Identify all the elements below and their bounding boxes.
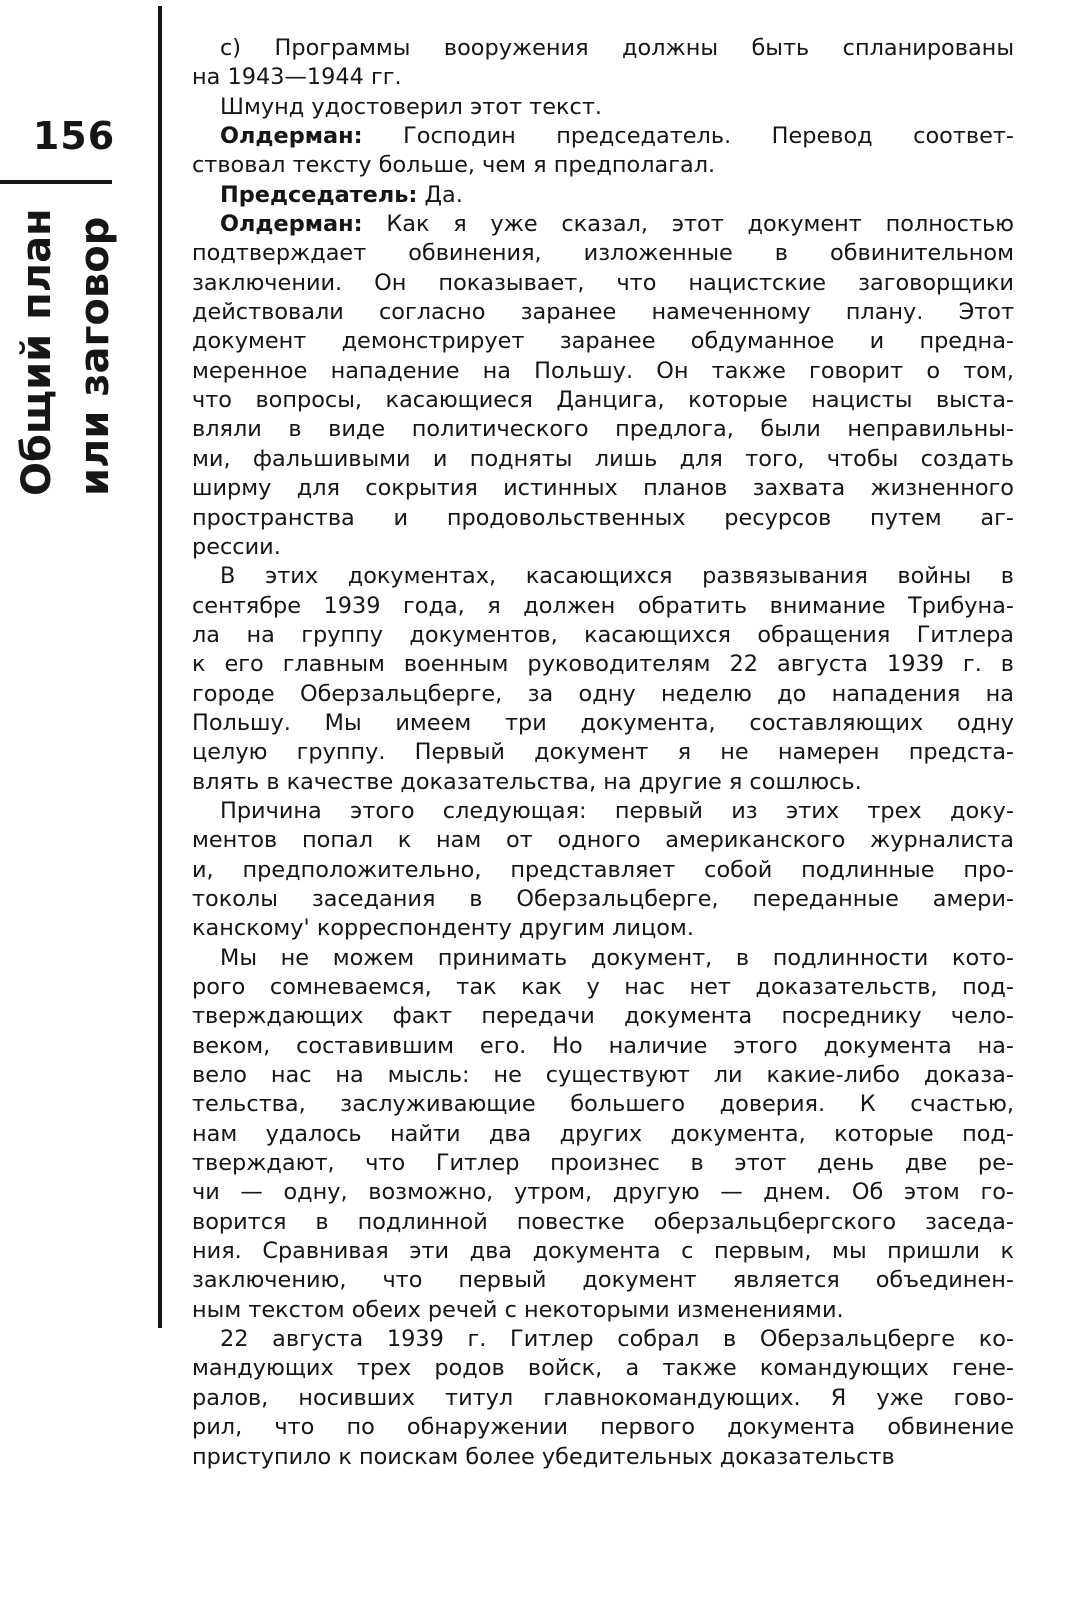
line-text: Польшу. Мы имеем три документа, составляющих одну [192,709,1014,736]
text-line [192,533,1014,562]
text-line [192,298,1014,327]
text-line [192,768,1014,797]
line-text: нам удалось найти два других документа, которые под- [192,1120,1014,1147]
line-text: влять в качестве доказательства, на другие я сошлюсь. [192,768,862,795]
text-line [192,327,1014,356]
text-line [192,1090,1014,1119]
line-text: мандующих трех родов войск, а также командующих гене- [192,1355,1014,1382]
line-text: городе Оберзальцберге, за одну неделю до нападения на [192,680,1014,707]
text-line [192,1032,1014,1061]
text-line [192,680,1014,709]
line-text: заключении. Он показывает, что нацистские заговорщики [192,269,1014,296]
text-line [192,1208,1014,1237]
text-line [192,386,1014,415]
text-line [192,151,1014,180]
line-text: ралов, носивших титул главнокомандующих. Я уже гово- [192,1384,1014,1411]
text-line [192,1384,1014,1413]
line-text: рессии. [192,533,281,560]
text-line [192,210,1014,239]
text-line [192,797,1014,826]
line-text: подтверждает обвинения, изложенные в обвинительном [192,240,1014,267]
section-title-line: или заговор [72,216,118,496]
speaker-label: Олдерман: [220,211,363,238]
line-text: что вопросы, касающиеся Данцига, которые нацисты выста- [192,387,1014,414]
margin-vertical-rule [158,6,162,1328]
line-text: Да. [417,181,463,208]
text-line [192,650,1014,679]
line-text: ворится в подлинной повестке оберзальцбергского заседа- [192,1208,1014,1235]
text-line [192,122,1014,151]
text-line [192,738,1014,767]
text-line [192,63,1014,92]
line-text: веком, составившим его. Но наличие этого документа на- [192,1032,1014,1059]
section-title [8,190,138,496]
line-text: c) Программы вооружения должны быть спланированы [220,35,1014,61]
text-line [192,1237,1014,1266]
line-text: тельства, заслуживающие большего доверия. К счастью, [192,1091,1014,1118]
text-line [192,1266,1014,1295]
speaker-label: Олдерман: [220,123,363,150]
line-text: тверждающих факт передачи документа посреднику чело- [192,1003,1014,1030]
text-line [192,973,1014,1002]
speaker-label: Председатель: [220,181,418,208]
text-line [192,1354,1014,1383]
text-line [192,357,1014,386]
text-line [192,1061,1014,1090]
text-line [192,181,1014,210]
text-line [192,592,1014,621]
text-line [192,415,1014,444]
text-line [192,269,1014,298]
line-text: токолы заседания в Оберзальцберге, переданные амери- [192,885,1014,912]
line-text: к его главным военным руководителям 22 августа 1939 г. в [192,651,1014,678]
text-line [192,1120,1014,1149]
line-text: канскому' корреспонденту другим лицом. [192,915,694,942]
line-text: рого сомневаемся, так как у нас нет доказательств, под- [192,974,1014,1000]
text-line [192,474,1014,503]
line-text: действовали согласно заранее намеченному плану. Этот [192,299,1014,326]
line-text: Причина этого следующая: первый из этих трех доку- [220,797,1014,824]
line-text: Шмунд удостоверил этот текст. [220,93,602,120]
text-line [192,239,1014,268]
body-text [192,34,1014,1472]
line-text: на 1943—1944 гг. [192,64,402,91]
line-text: вело нас на мысль: не существуют ли какие-либо доказа- [192,1062,1014,1089]
text-line [192,1325,1014,1354]
text-line [192,1178,1014,1207]
text-line [192,1296,1014,1325]
line-text: Господин председатель. Перевод соответ- [362,123,1014,150]
line-text: пространства и продовольственных ресурсов путем аг- [192,504,1014,531]
text-line [192,1149,1014,1178]
line-text: документ демонстрирует заранее обдуманное и предна- [192,328,1014,355]
text-line [192,1413,1014,1442]
text-line [192,621,1014,650]
line-text: Как я уже сказал, этот документ полностью [362,211,1014,238]
text-line [192,1443,1014,1472]
line-text: сентябре 1939 года, я должен обратить внимание Трибуна- [192,592,1014,619]
line-text: приступило к поискам более убедительных доказательств [192,1443,895,1470]
text-line [192,1002,1014,1031]
line-text: чи — одну, возможно, утром, другую — днем. Об этом го- [192,1179,1014,1206]
text-line [192,914,1014,943]
line-text: и, предположительно, представляет собой подлинные про- [192,856,1014,883]
line-text: В этих документах, касающихся развязывания войны в [220,563,1014,590]
text-line [192,504,1014,533]
line-text: ла на группу документов, касающихся обращения Гитлера [192,621,1014,648]
text-line [192,885,1014,914]
text-line [192,34,1014,63]
text-line [192,826,1014,855]
text-line [192,944,1014,973]
line-text: заключению, что первый документ является объединен- [192,1267,1014,1294]
line-text: ширму для сокрытия истинных планов захвата жизненного [192,475,1014,502]
line-text: ми, фальшивыми и подняты лишь для того, чтобы создать [192,445,1014,472]
line-text: меренное нападение на Польшу. Он также говорит о том, [192,357,1014,384]
page-number: 156 [32,114,116,158]
line-text: 22 августа 1939 г. Гитлер собрал в Оберзальцберге ко- [220,1326,1014,1353]
line-text: целую группу. Первый документ я не намерен предста- [192,739,1014,766]
line-text: ным текстом обеих речей с некоторыми изменениями. [192,1296,844,1323]
line-text: ствовал тексту больше, чем я предполагал. [192,152,716,179]
text-line [192,445,1014,474]
line-text: тверждают, что Гитлер произнес в этот день две ре- [192,1150,1014,1177]
line-text: вляли в виде политического предлога, были неправильны- [192,416,1014,443]
text-line [192,709,1014,738]
section-title-line: Общий план [14,208,60,496]
line-text: рил, что по обнаружении первого документа обвинение [192,1414,1014,1441]
line-text: ментов попал к нам от одного американского журналиста [192,827,1014,854]
text-line [192,856,1014,885]
line-text: ния. Сравнивая эти два документа с первым, мы пришли к [192,1238,1014,1265]
text-line [192,562,1014,591]
page-number-underline [0,180,112,184]
line-text: Мы не можем принимать документ, в подлинности кото- [220,944,1014,971]
text-line [192,93,1014,122]
